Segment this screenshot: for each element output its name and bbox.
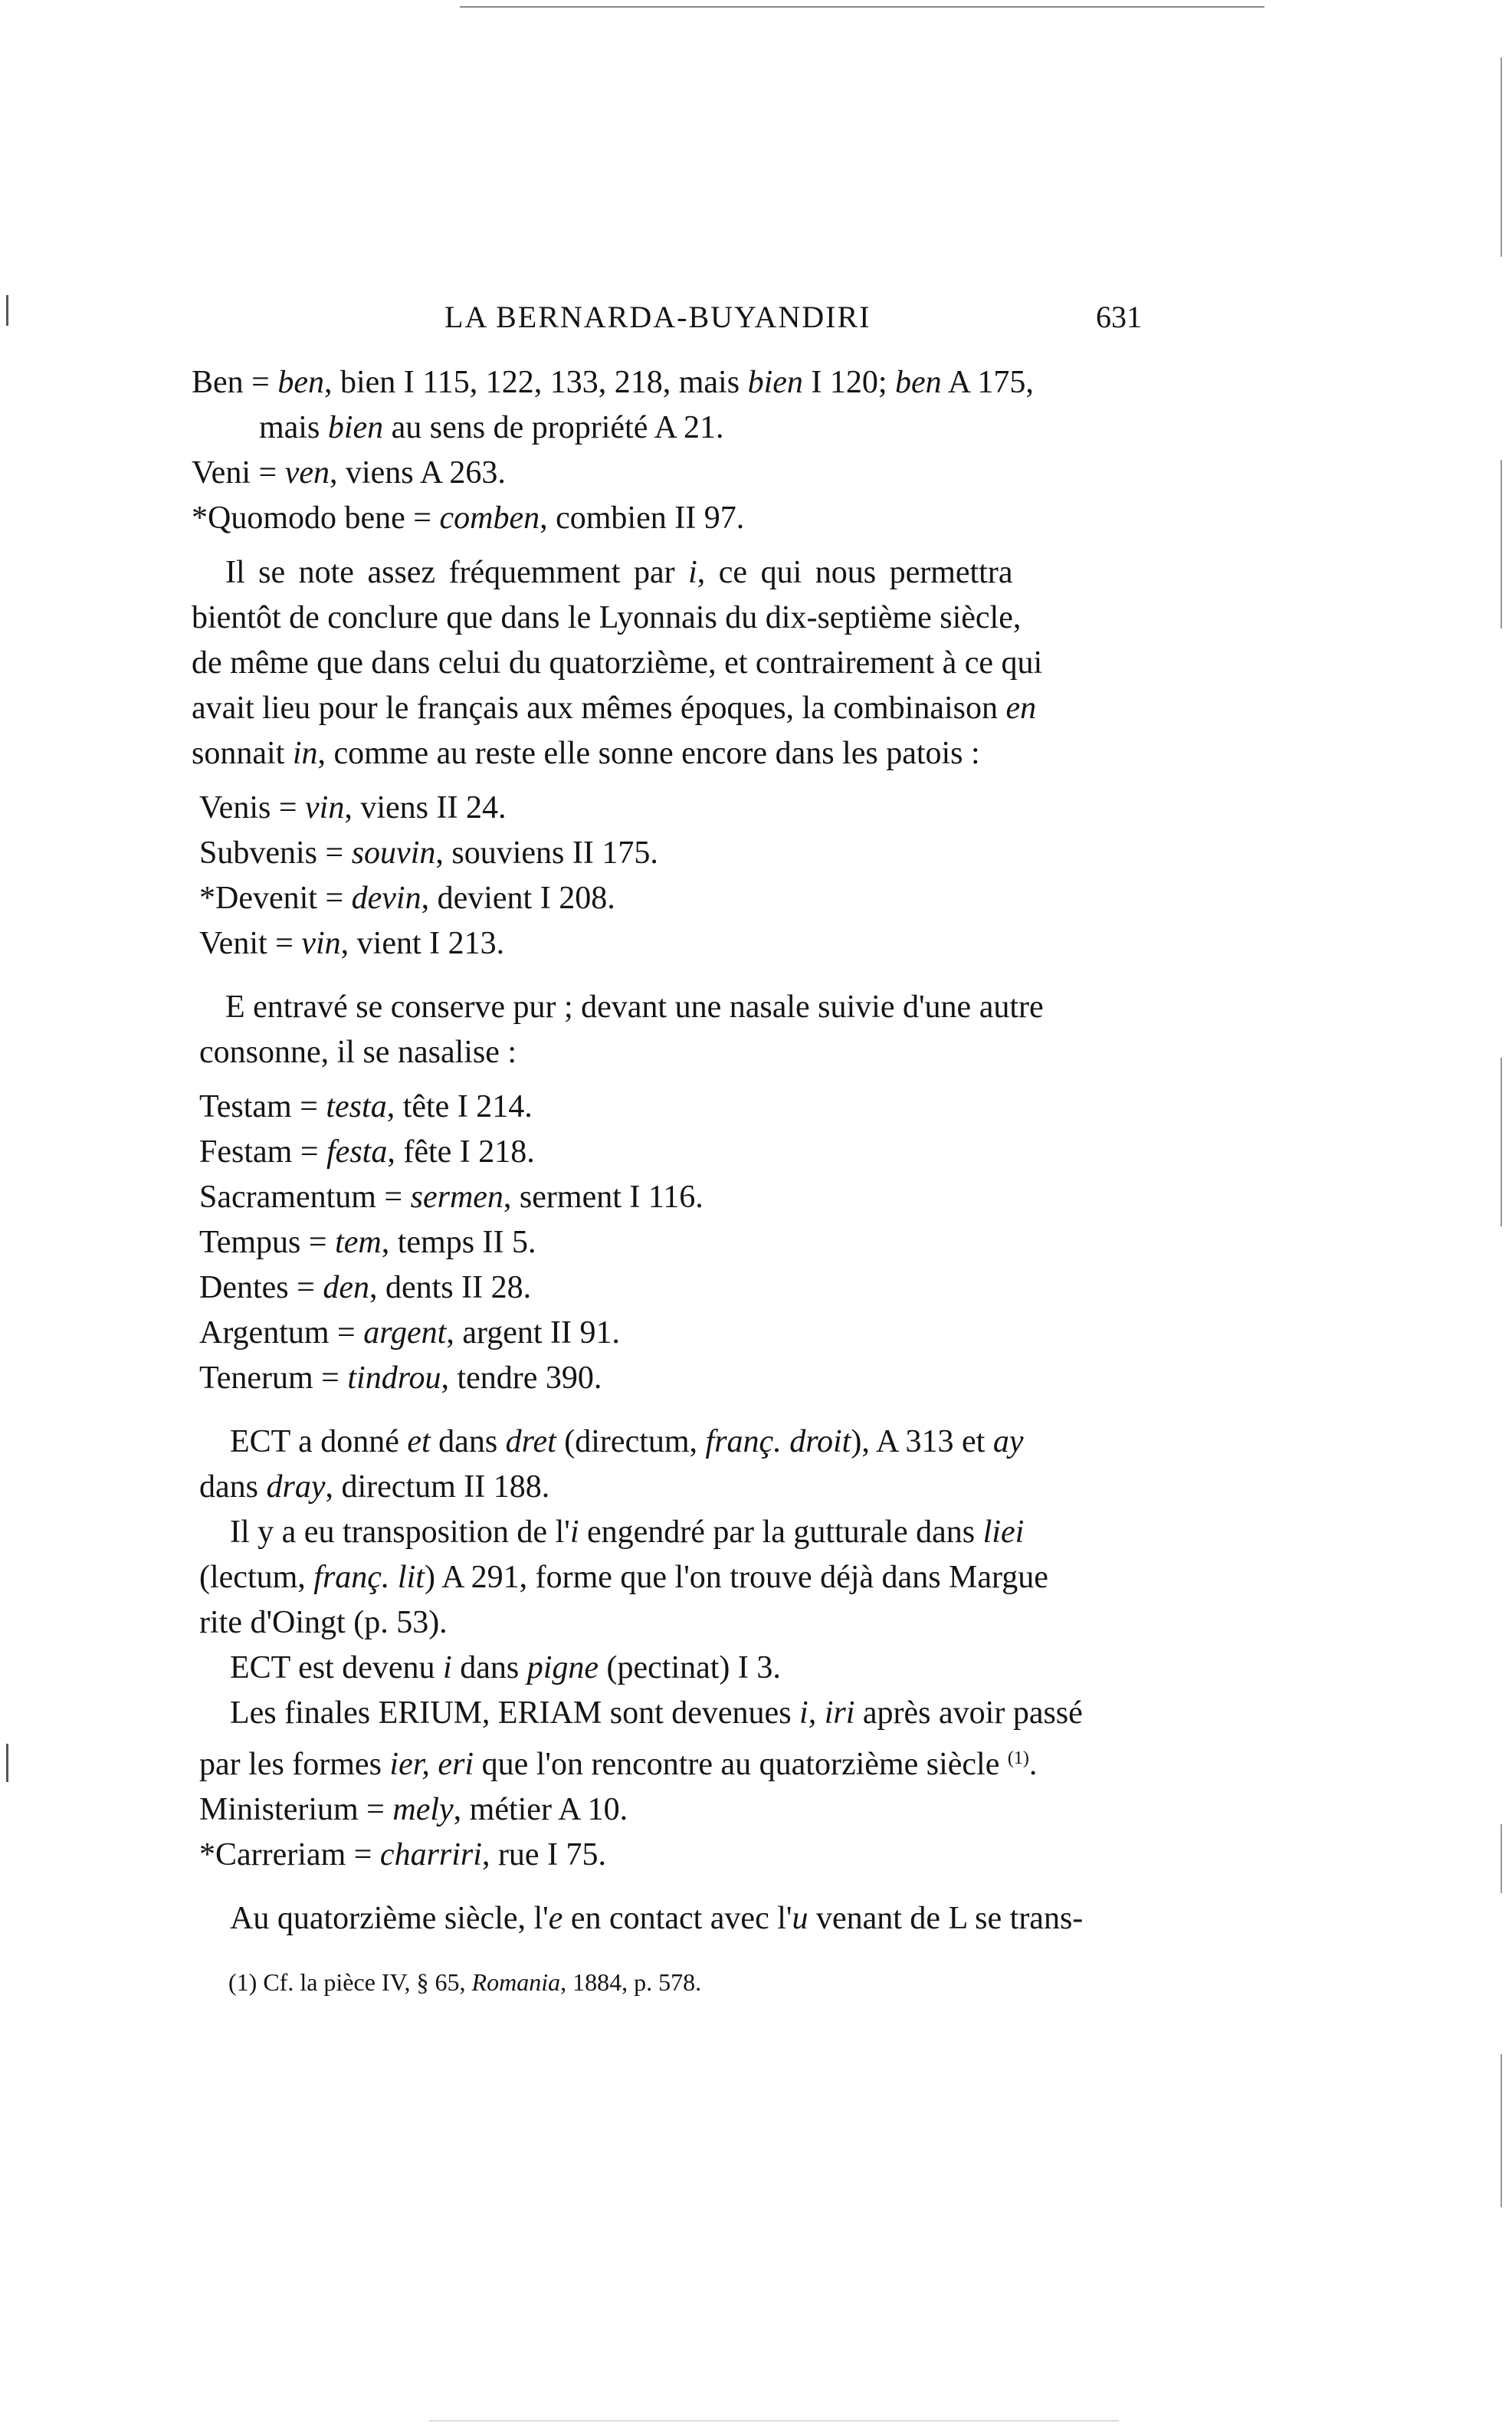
text-line: Subvenis = souvin, souviens II 175. — [199, 835, 658, 871]
text-line: Veni = ven, viens A 263. — [192, 455, 506, 491]
text-line: consonne, il se nasalise : — [199, 1035, 517, 1070]
paragraph-start: Au quatorzième siècle, l'e en contact avec l'u venant de L se trans- — [230, 1901, 1084, 1936]
text-line: sonnait in, comme au reste elle sonne encore dans les patois : — [192, 736, 980, 771]
text-line: par les formes ier, eri que l'on rencontre au quatorzième siècle $^{(1)}$. — [199, 1747, 1038, 1782]
text-line: Dentes = den, dents II 28. — [199, 1270, 532, 1305]
text-line: rite d'Oingt (p. 53). — [199, 1605, 448, 1640]
text-line: dans dray, directum II 188. — [199, 1469, 550, 1505]
paragraph-start: ECT a donné et dans dret (directum, franç. droit), A 313 et ay — [230, 1424, 1024, 1459]
text-line: de même que dans celui du quatorzième, et contrairement à ce qui — [192, 645, 1043, 681]
text-line: Ministerium = mely, métier A 10. — [199, 1792, 628, 1827]
left-margin-mark — [6, 295, 8, 326]
right-margin-mark — [1501, 460, 1502, 629]
text-line: Venis = vin, viens II 24. — [199, 790, 507, 825]
paragraph-start: E entravé se conserve pur ; devant une nasale suivie d'une autre — [225, 990, 1044, 1025]
left-margin-mark — [6, 1744, 8, 1782]
body-text — [192, 360, 1142, 1941]
text-line: Sacramentum = sermen, serment I 116. — [199, 1180, 704, 1215]
text-line: Tempus = tem, temps II 5. — [199, 1225, 536, 1260]
text-line: Festam = festa, fête I 218. — [199, 1134, 535, 1170]
text-line: *Carreriam = charriri, rue I 75. — [199, 1837, 607, 1872]
text-line: Tenerum = tindrou, tendre 390. — [199, 1360, 602, 1396]
right-margin-mark — [1501, 1058, 1502, 1226]
text-line: Ben = ben, bien I 115, 122, 133, 218, mais bien I 120; ben A 175, — [192, 365, 1034, 400]
text-line: *Devenit = devin, devient I 208. — [199, 881, 615, 916]
text-line: mais bien au sens de propriété A 21. — [259, 410, 724, 445]
footnote: (1) Cf. la pièce IV, § 65, Romania, 1884, p. 578. — [228, 1968, 702, 1996]
paragraph-start: ECT est devenu i dans pigne (pectinat) I 3. — [230, 1650, 781, 1685]
text-line: *Quomodo bene = comben, combien II 97. — [192, 501, 745, 536]
text-line: avait lieu pour le français aux mêmes époques, la combinaison en — [192, 691, 1037, 726]
text-line: bientôt de conclure que dans le Lyonnais du dix-septième siècle, — [192, 600, 1022, 635]
running-title: LA BERNARDA-BUYANDIRI — [444, 300, 871, 334]
text-line: (lectum, franç. lit) A 291, forme que l'on trouve déjà dans Margue — [199, 1560, 1048, 1595]
text-line: Venit = vin, vient I 213. — [199, 926, 505, 961]
paragraph-start: Les finales ERIUM, ERIAM sont devenues i, iri après avoir passé — [230, 1695, 1083, 1731]
page-number: 631 — [1096, 300, 1142, 334]
footnote-marker: (1) — [1007, 1748, 1029, 1768]
text-line: Argentum = argent, argent II 91. — [199, 1315, 620, 1351]
paragraph-start: Il se note assez fréquemment par i, ce qui nous permettra — [225, 555, 1013, 590]
right-margin-mark — [1501, 57, 1502, 257]
right-margin-mark — [1501, 1824, 1502, 1893]
paragraph-start: Il y a eu transposition de l'i engendré par la gutturale dans liei — [230, 1515, 1025, 1550]
text-line: Testam = testa, tête I 214. — [199, 1089, 533, 1124]
top-edge-rule — [460, 6, 1264, 8]
page-header — [192, 299, 1142, 345]
right-margin-mark — [1501, 2054, 1502, 2207]
